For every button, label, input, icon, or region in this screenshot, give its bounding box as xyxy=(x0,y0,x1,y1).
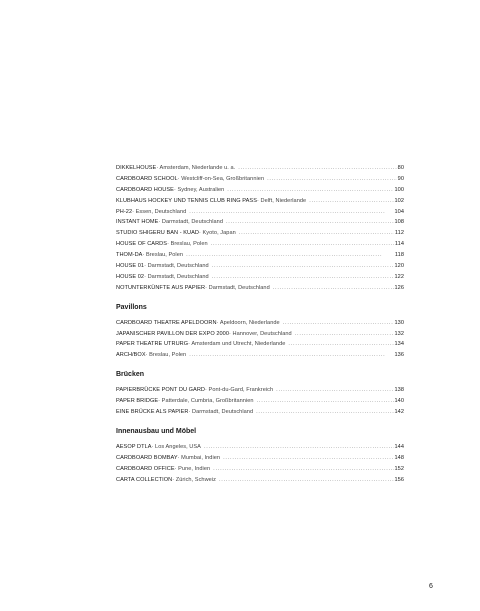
entry-location: · Zürich, Schweiz xyxy=(172,476,216,483)
entry-location: · Sydney, Australien xyxy=(173,186,225,193)
dot-leader xyxy=(186,250,394,261)
entry-title: JAPANISCHER PAVILLON DER EXPO 2000 xyxy=(116,330,229,337)
toc-section xyxy=(116,427,404,486)
entry-location: · Westcliff-on-Sea, Großbritannien xyxy=(177,175,265,182)
entry-title: INSTANT HOME xyxy=(116,219,159,226)
toc-entry xyxy=(116,385,404,396)
dot-leader xyxy=(288,339,393,350)
entry-page: 134 xyxy=(394,341,404,348)
dot-leader xyxy=(212,261,394,272)
entry-page: 142 xyxy=(394,409,404,416)
toc-entry xyxy=(116,261,404,272)
toc-entry xyxy=(116,283,404,294)
dot-leader xyxy=(238,163,396,174)
entry-title: CARDBOARD SCHOOL xyxy=(116,175,178,182)
toc-section xyxy=(116,163,404,294)
entry-location: · Los Angeles, USA xyxy=(151,443,201,450)
entry-page: 122 xyxy=(394,273,404,280)
dot-leader xyxy=(239,228,394,239)
entry-location: · Pune, Indien xyxy=(174,465,211,472)
entry-title: PAPIERBRÜCKE PONT DU GARD xyxy=(116,387,206,394)
table-of-contents xyxy=(116,163,404,485)
entry-title: CARTA COLLECTION xyxy=(116,476,173,483)
entry-page: 102 xyxy=(394,197,404,204)
entry-title: DIKKELHOUSE xyxy=(116,165,157,171)
toc-entry xyxy=(116,339,404,350)
entry-title: STUDIO SHIGERU BAN - KUAD xyxy=(116,230,199,237)
entry-title: HOUSE OF CARDS xyxy=(116,241,168,248)
entry-page: 104 xyxy=(394,208,404,215)
entry-location: · Darmstadt, Deutschland xyxy=(144,273,209,280)
entry-title: PAPER THEATRE UTRURG xyxy=(116,341,189,348)
section-heading: Innenausbau und Möbel xyxy=(116,427,197,435)
toc-entry xyxy=(116,475,404,486)
toc-entry xyxy=(116,207,404,218)
dot-leader xyxy=(227,185,393,196)
entry-title: CARDBOARD BOMBAY xyxy=(116,454,178,461)
entry-page: 140 xyxy=(394,398,404,405)
toc-entry xyxy=(116,329,404,340)
entry-location: · Essen, Deutschland xyxy=(132,208,187,215)
entry-location: · Apeldoorn, Niederlande xyxy=(216,319,280,326)
entry-location: · Darmstadt, Deutschland xyxy=(188,409,254,416)
toc-entry xyxy=(116,174,404,185)
dot-leader xyxy=(273,283,394,294)
entry-page: 80 xyxy=(397,165,404,171)
toc-section xyxy=(116,370,404,418)
entry-title: EINE BRÜCKE ALS PAPIER xyxy=(116,409,189,416)
entry-title: CARDBOARD HOUSE xyxy=(116,186,174,193)
entry-page: 118 xyxy=(394,252,404,259)
entry-location: · Breslau, Polen xyxy=(142,252,184,259)
entry-page: 138 xyxy=(394,387,404,394)
entry-page: 144 xyxy=(394,443,404,450)
entry-title: AESOP DTLA xyxy=(116,443,152,450)
dot-leader xyxy=(204,442,394,453)
dot-leader xyxy=(257,396,394,407)
entry-location: · Amsterdam und Utrecht, Niederlande xyxy=(188,341,286,348)
dot-leader xyxy=(212,272,394,283)
entry-location: · Mumbai, Indien xyxy=(177,454,221,461)
entry-page: 130 xyxy=(394,319,404,326)
toc-entry xyxy=(116,396,404,407)
entry-title: KLUBHAUS HOCKEY UND TENNIS CLUB RING PASS xyxy=(116,197,257,204)
dot-leader xyxy=(283,318,394,329)
section-heading: Pavillons xyxy=(116,303,147,311)
dot-leader xyxy=(223,453,393,464)
entry-title: CARDBOARD THEATRE APELDOORN xyxy=(116,319,217,326)
entry-page: 136 xyxy=(394,352,404,359)
entry-page: 120 xyxy=(394,263,404,270)
page-number: 6 xyxy=(429,583,433,590)
dot-leader xyxy=(256,407,393,418)
section-heading: Brücken xyxy=(116,371,145,379)
entry-title: CARDBOARD OFFICE xyxy=(116,465,175,472)
dot-leader xyxy=(211,239,394,250)
entry-page: 148 xyxy=(394,454,404,461)
entry-location: · Breslau, Polen xyxy=(167,241,208,248)
toc-entry xyxy=(116,350,404,361)
toc-section xyxy=(116,303,404,362)
toc-entry xyxy=(116,407,404,418)
toc-entry xyxy=(116,163,404,174)
entry-location: · Kyoto, Japan xyxy=(199,230,236,237)
dot-leader xyxy=(295,329,394,340)
dot-leader xyxy=(213,464,393,475)
toc-entry xyxy=(116,228,404,239)
entry-title: NOTUNTERKÜNFTE AUS PAPIER xyxy=(116,284,206,291)
toc-entry xyxy=(116,185,404,196)
entry-title: PAPER BRIDGE xyxy=(116,398,159,405)
entry-page: 126 xyxy=(394,284,404,291)
dot-leader xyxy=(219,475,394,486)
entry-page: 156 xyxy=(394,476,404,483)
dot-leader xyxy=(276,385,393,396)
entry-location: · Amsterdam, Niederlande u. a. xyxy=(156,165,236,171)
entry-title: THOM-DA xyxy=(116,252,143,259)
entry-location: · Darmstadt, Deutschland xyxy=(144,263,209,270)
entry-location: · Hannover, Deutschland xyxy=(229,330,292,337)
entry-page: 132 xyxy=(394,330,404,337)
entry-title: PH-22 xyxy=(116,208,133,215)
entry-page: 114 xyxy=(394,241,404,248)
entry-location: · Pont-du-Gard, Frankreich xyxy=(205,387,274,394)
toc-entry xyxy=(116,217,404,228)
entry-page: 112 xyxy=(394,230,404,237)
entry-page: 90 xyxy=(397,175,404,182)
entry-location: · Breslau, Polen xyxy=(145,352,187,359)
dot-leader xyxy=(226,217,394,228)
entry-title: HOUSE 01 xyxy=(116,263,145,270)
toc-entry xyxy=(116,250,404,261)
entry-location: · Delft, Niederlande xyxy=(257,197,307,204)
entry-location: · Patterdale, Cumbria, Großbritannien xyxy=(158,398,254,405)
entry-page: 100 xyxy=(394,186,404,193)
toc-entry xyxy=(116,464,404,475)
entry-page: 108 xyxy=(394,219,404,226)
entry-page: 152 xyxy=(394,465,404,472)
entry-location: · Darmstadt, Deutschland xyxy=(205,284,270,291)
dot-leader xyxy=(309,196,393,207)
entry-location: · Darmstadt, Deutschland xyxy=(158,219,223,226)
dot-leader xyxy=(189,207,393,218)
entry-title: HOUSE 02 xyxy=(116,273,145,280)
toc-entry xyxy=(116,318,404,329)
toc-entry xyxy=(116,442,404,453)
entry-title: ARCH/BOX xyxy=(116,352,146,359)
toc-entry xyxy=(116,272,404,283)
toc-entry xyxy=(116,453,404,464)
dot-leader xyxy=(267,174,397,185)
toc-entry xyxy=(116,196,404,207)
toc-entry xyxy=(116,239,404,250)
dot-leader xyxy=(189,350,393,361)
